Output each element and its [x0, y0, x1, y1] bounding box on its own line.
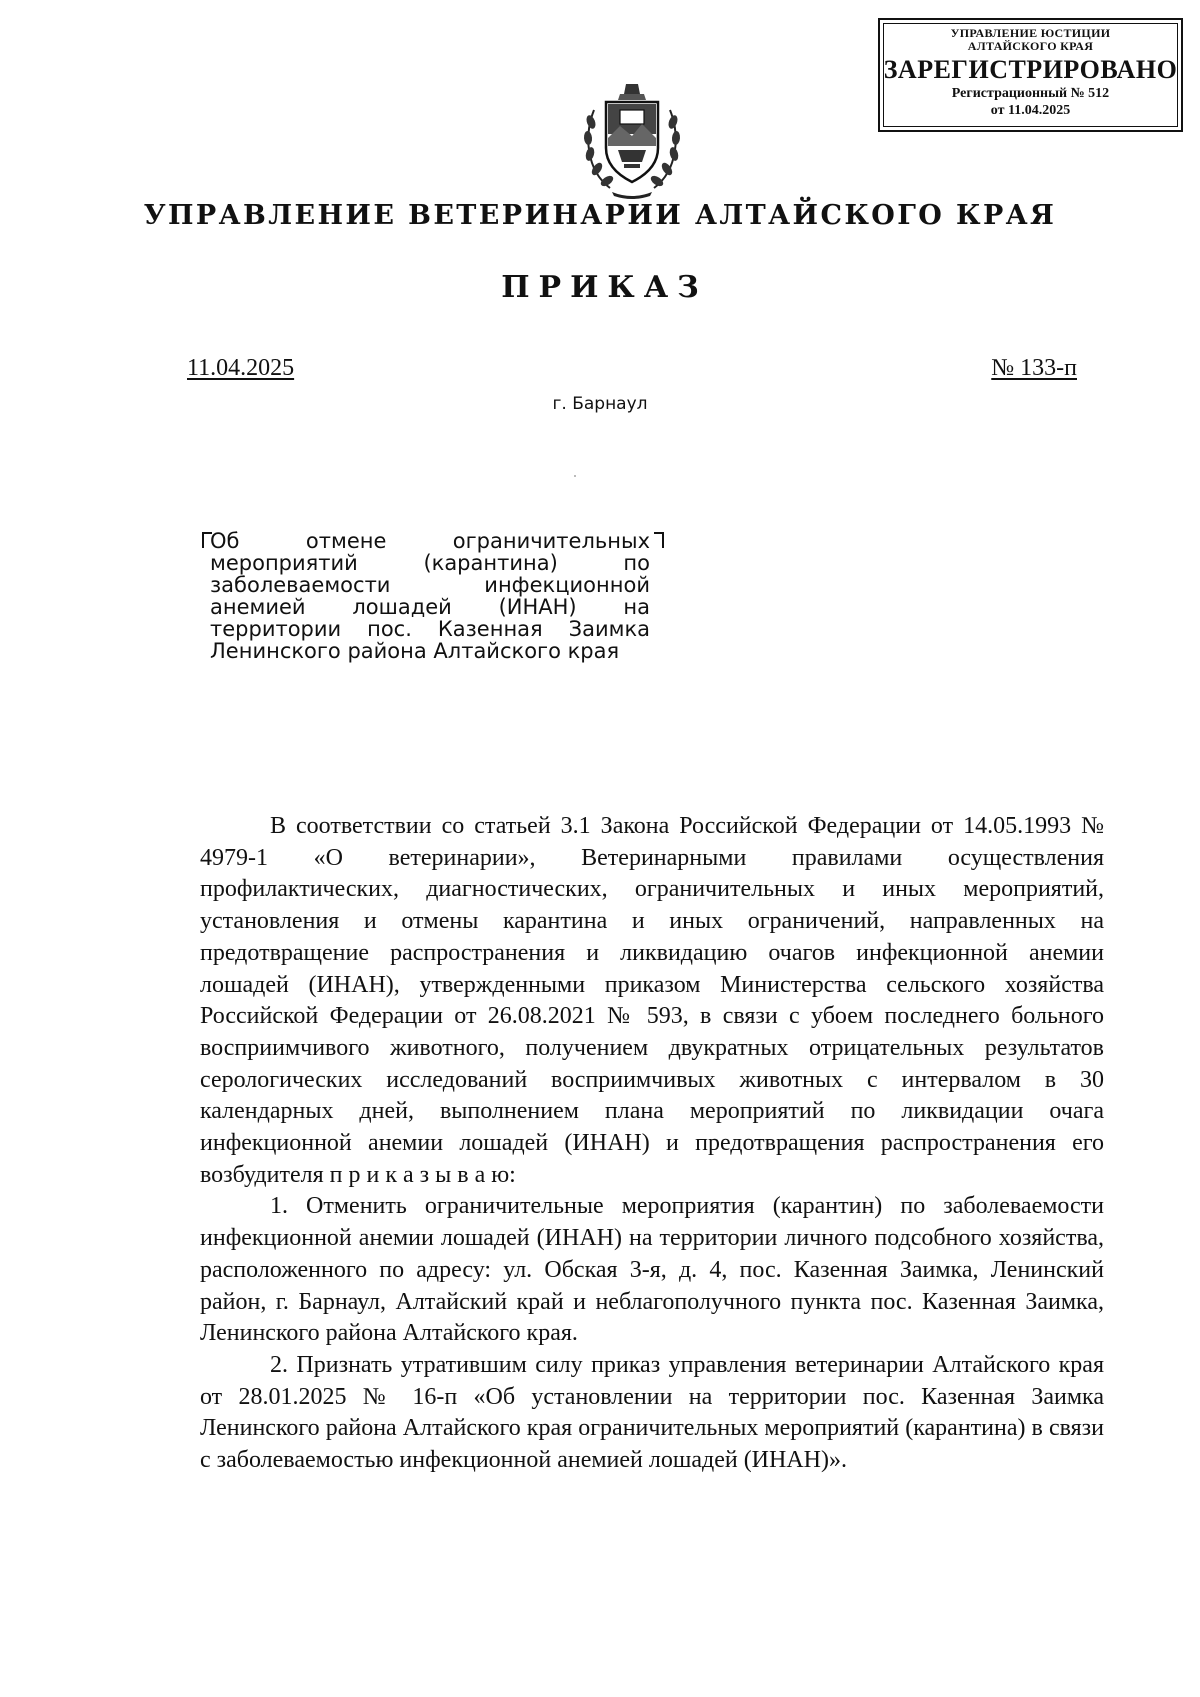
stamp-status: ЗАРЕГИСТРИРОВАНО	[883, 55, 1178, 84]
scan-speck	[574, 475, 576, 477]
document-type: ПРИКАЗ	[501, 270, 708, 305]
order-body	[200, 811, 1104, 1477]
stamp-authority-line1: УПРАВЛЕНИЕ ЮСТИЦИИ	[950, 26, 1111, 40]
stamp-authority-line2: АЛТАЙСКОГО КРАЯ	[967, 39, 1094, 53]
stamp-reg-number: Регистрационный № 512	[951, 86, 1110, 101]
organization-name: УПРАВЛЕНИЕ ВЕТЕРИНАРИИ АЛТАЙСКОГО КРАЯ	[143, 200, 1057, 231]
altai-coat-of-arms-icon	[580, 80, 684, 200]
preamble-paragraph: В соответствии со статьей 3.1 Закона Российской Федерации от 14.05.1993 № 4979-1 «О ветеринарии», Ветеринарными правилами осуществления профилактических, диагностических, ограничительных и иных мероприятий, установления и отмены карантина и иных ограничений, направленных на предотвращение распространения и ликвидацию очагов инфекционной анемии лошадей (ИНАН), утвержденными приказом Министерства сельского хозяйства Российской Федерации от 26.08.2021 № 593, в связи с убоем последнего больного восприимчивого животного, получением двукратных отрицательных результатов серологических исследований восприимчивых животных с интервалом в 30 календарных дней, выполнением плана мероприятий по ликвидации очага инфекционной анемии лошадей (ИНАН) и предотвращения распространения его возбудителя п р и к а з ы в а ю:	[200, 813, 1104, 1188]
stamp-reg-date: от 11.04.2025	[990, 103, 1071, 118]
order-subject: Об отмене ограничительных мероприятий (карантина) по заболеваемости инфекционной анемией лошадей (ИНАН) на территории пос. Казенная Заимка Ленинского района Алтайского края	[210, 529, 650, 663]
registration-stamp	[878, 18, 1183, 132]
order-date: 11.04.2025	[187, 355, 295, 381]
order-item-2: 2. Признать утратившим силу приказ управления ветеринарии Алтайского края от 28.01.2025 № 16-п «Об установлении на территории пос. Казенная Заимка Ленинского района Алтайского края ограничительных мероприятий (карантина) в связи с заболеваемостью инфекционной анемией лошадей (ИНАН)».	[200, 1351, 1104, 1474]
order-item-1: 1. Отменить ограничительные мероприятия (карантин) по заболеваемости инфекционной анемии лошадей (ИНАН) на территории личного подсобного хозяйства, расположенного по адресу: ул. Обская 3-я, д. 4, пос. Казенная Заимка, Ленинский район, г. Барнаул, Алтайский край и неблагополучного пункта пос. Казенная Заимка, Ленинского района Алтайского края.	[200, 1193, 1104, 1347]
order-number: № 133-п	[991, 355, 1077, 381]
stamp-inner-border	[883, 23, 1178, 127]
order-city: г. Барнаул	[552, 394, 648, 414]
subject-bracket-right	[654, 532, 664, 548]
